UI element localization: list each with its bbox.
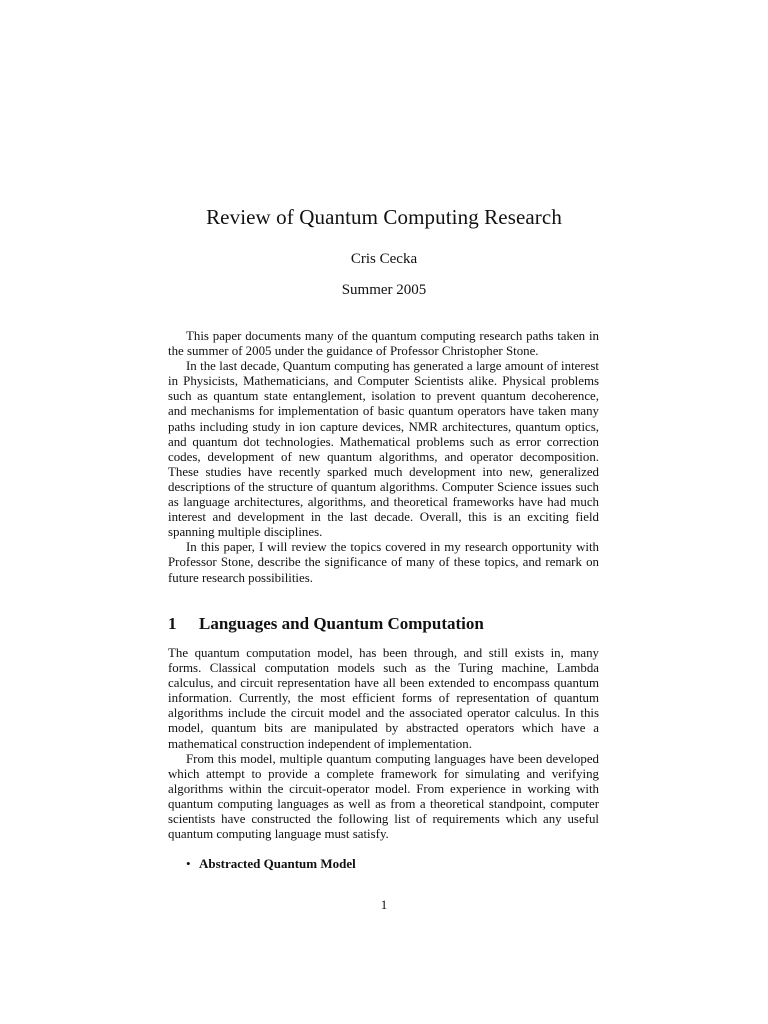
bullet-label: Abstracted Quantum Model <box>199 856 356 871</box>
paper-author: Cris Cecka <box>350 251 418 267</box>
section-number: 1 <box>168 614 177 633</box>
abstract-paragraph: In this paper, I will review the topics covered in my research opportunity with Professor Stone, describe the significance of many of these topics, and remark on future research possibilities. <box>168 540 599 585</box>
page-number: 1 <box>380 897 388 912</box>
abstract-paragraph: In the last decade, Quantum computing has generated a large amount of interest in Physicists, Mathematicians, and Computer Scientists alike. Physical problems such as quantum state entanglement, isolation to prevent quantum decoherence, and mechanisms for implementation of basic quantum operators have taken many paths including study in ion capture devices, NMR architectures, quantum optics, and quantum dot technologies. Mathematical problems such as error correction codes, development of new quantum algorithms, and operator decomposition. These studies have recently sparked much development into new, generalized descriptions of the structure of quantum algorithms. Computer Science issues such as language architectures, algorithms, and theoretical frameworks have had much interest and development in the last decade. Overall, this is an exciting field spanning multiple disciplines. <box>168 359 599 540</box>
section-body <box>168 646 599 842</box>
bullet-item <box>186 856 356 872</box>
section-title: Languages and Quantum Computation <box>199 614 484 633</box>
section-heading <box>168 614 599 634</box>
body-paragraph: From this model, multiple quantum computing languages have been developed which attempt to provide a complete framework for simulating and verifying algorithms within the circuit-operator model. From experience in working with quantum computing languages as well as from a theoretical standpoint, computer scientists have constructed the following list of requirements which any useful quantum computing language must satisfy. <box>168 751 599 842</box>
abstract-paragraph: This paper documents many of the quantum computing research paths taken in the summer of 2005 under the guidance of Professor Christopher Stone. <box>168 329 599 359</box>
bullet-symbol: • <box>186 856 191 871</box>
abstract <box>168 329 599 586</box>
paper-title: Review of Quantum Computing Research <box>206 205 562 229</box>
paper-date: Summer 2005 <box>341 282 427 298</box>
body-paragraph: The quantum computation model, has been through, and still exists in, many forms. Classical computation models such as the Turing machine, Lambda calculus, and circuit representation have all been extended to encompass quantum information. Currently, the most efficient forms of representation of quantum algorithms include the circuit model and the associated operator calculus. In this model, quantum bits are manipulated by abstracted operators which have a mathematical construction independent of implementation. <box>168 646 599 751</box>
